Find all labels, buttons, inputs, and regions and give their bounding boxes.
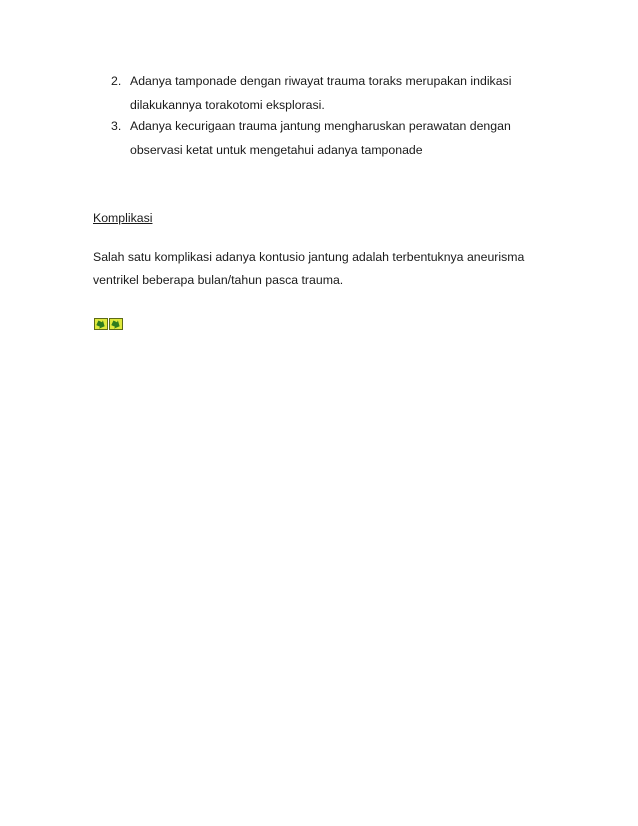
list-item-text-line: Adanya tamponade dengan riwayat trauma toraks merupakan indikasi (130, 74, 512, 88)
list-item-number: 3. (111, 119, 122, 133)
list-item-text-line: observasi ketat untuk mengetahui adanya tamponade (130, 143, 423, 157)
list-item-number: 2. (111, 74, 122, 88)
navigation-icons (94, 318, 123, 330)
paragraph-line: ventrikel beberapa bulan/tahun pasca trauma. (93, 273, 344, 287)
next-arrow-icon[interactable] (109, 318, 123, 330)
paragraph-line: Salah satu komplikasi adanya kontusio jantung adalah terbentuknya aneurisma (93, 250, 525, 264)
list-item-text-line: Adanya kecurigaan trauma jantung mengharuskan perawatan dengan (130, 119, 511, 133)
list-item-text-line: dilakukannya torakotomi eksplorasi. (130, 98, 325, 112)
next-arrow-icon[interactable] (94, 318, 108, 330)
section-heading: Komplikasi (93, 211, 153, 225)
